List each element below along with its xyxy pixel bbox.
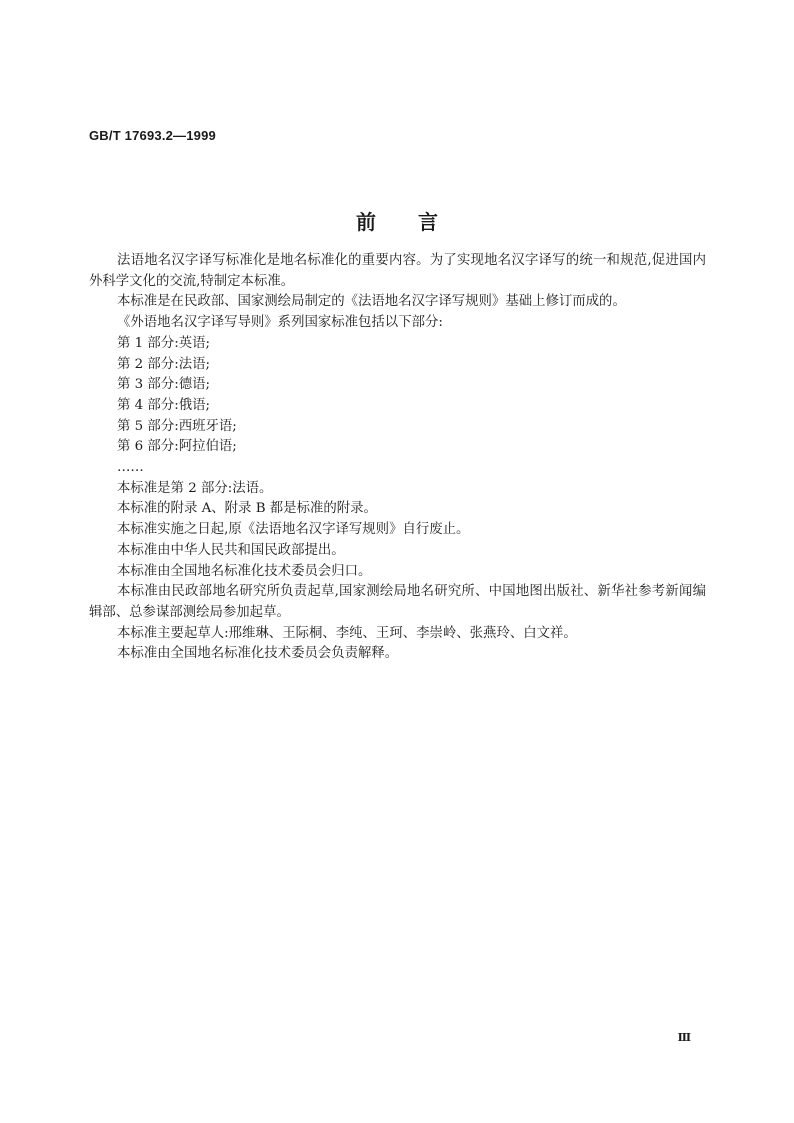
standard-code: GB/T 17693.2—1999 — [89, 128, 216, 143]
paragraph-basis: 本标准是在民政部、国家测绘局制定的《法语地名汉字译写规则》基础上修订而成的。 — [117, 294, 626, 310]
paragraph-proposed-by: 本标准由中华人民共和国民政部提出。 — [117, 542, 345, 558]
paragraph-interpretation: 本标准由全国地名标准化技术委员会负责解释。 — [117, 646, 399, 662]
paragraph-drafted-by: 本标准由民政部地名研究所负责起草,国家测绘局地名研究所、中国地图出版社、新华社参考新闻编辑部、总参谋部测绘局参加起草。 — [89, 584, 706, 620]
paragraph-purpose: 法语地名汉字译写标准化是地名标准化的重要内容。为了实现地名汉字译写的统一和规范,促进国内外科学文化的交流,特制定本标准。 — [89, 253, 706, 289]
list-item-part-2: 第 2 部分:法语; — [117, 356, 211, 372]
paragraph-series-intro: 《外语地名汉字译写导则》系列国家标准包括以下部分: — [117, 315, 443, 331]
list-item-part-5: 第 5 部分:西班牙语; — [117, 418, 237, 434]
list-item-part-6: 第 6 部分:阿拉伯语; — [117, 439, 237, 455]
paragraph-supersedes: 本标准实施之日起,原《法语地名汉字译写规则》自行废止。 — [117, 522, 470, 538]
paragraph-drafters: 本标准主要起草人:邢维琳、王际桐、李纯、王珂、李崇岭、张燕玲、白文祥。 — [117, 625, 577, 641]
list-ellipsis: …… — [117, 460, 144, 476]
list-item-part-3: 第 3 部分:德语; — [117, 377, 211, 393]
document-body — [89, 251, 706, 665]
paragraph-this-part: 本标准是第 2 部分:法语。 — [117, 480, 273, 496]
page-number: Ⅲ — [677, 1031, 691, 1044]
page-title: 前言 — [356, 210, 480, 234]
list-item-part-4: 第 4 部分:俄语; — [117, 397, 211, 413]
list-item-part-1: 第 1 部分:英语; — [117, 335, 211, 351]
paragraph-centralized-by: 本标准由全国地名标准化技术委员会归口。 — [117, 563, 372, 579]
paragraph-annexes: 本标准的附录 A、附录 B 都是标准的附录。 — [117, 501, 377, 517]
